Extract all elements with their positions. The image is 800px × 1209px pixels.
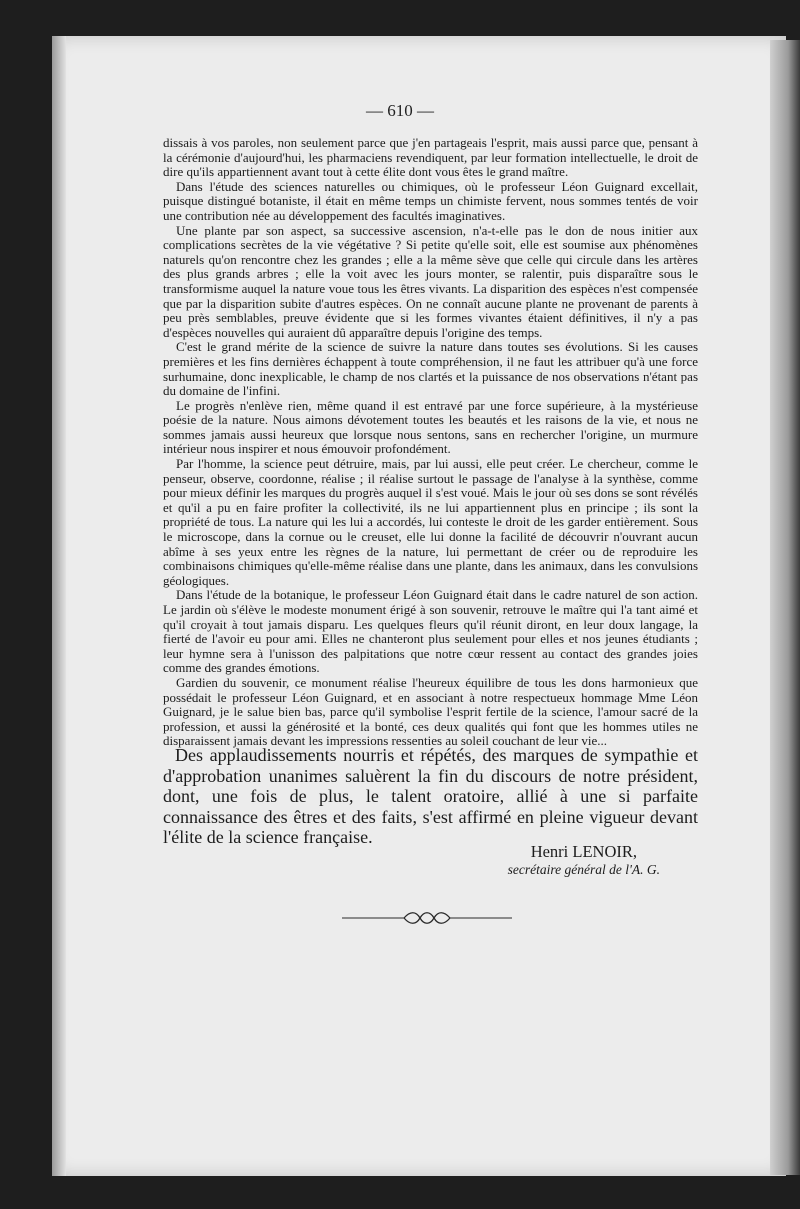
- paragraph: C'est le grand mérite de la science de suivre la nature dans toutes ses évolutions. Si les causes premières et les fins dernières échappent à toute compréhension, il ne faut les attribuer qu'à une force surhumaine, donc inexplicable, le champ de nos clartés et la puissance de nos observations n'étant pas du domaine de l'infini.: [163, 339, 698, 399]
- speech-body: [163, 136, 698, 749]
- page-number: — 610 —: [366, 101, 434, 120]
- paragraph: Gardien du souvenir, ce monument réalise l'heureux équilibre de tous les dons harmonieux que possédait le professeur Léon Guignard, et en associant à notre respectueux hommage Mme Léon Guignard, je le salue bien bas, parce qu'il symbolise l'esprit fertile de la science, l'amour sacré de la profession, et aussi la générosité et la bonté, ces deux qualités qui font que les hommes utiles ne disparaissent jamais devant les impressions ressenties au soleil couchant de leur vie...: [163, 674, 698, 749]
- paragraph: Le progrès n'enlève rien, même quand il est entravé par une force supérieure, à la mystérieuse poésie de la nature. Nous aimons dévotement toutes les beautés et les raisons de la vie, et nous ne sommes jamais aussi heureux que lorsque nous sentons, sans en rechercher l'origine, un murmure intérieur nous inspirer et nous émouvoir profondément.: [163, 397, 698, 457]
- paragraph: dissais à vos paroles, non seulement parce que j'en partageais l'esprit, mais aussi parce que, pensant à la cérémonie d'aujourd'hui, les pharmaciens revendiquent, par leur formation intellectuelle, le droit de dire qu'ils appartiennent avant tout à cette élite dont vous êtes le grand maître.: [163, 135, 698, 180]
- signature-title: secrétaire général de l'A. G.: [507, 862, 660, 877]
- paragraph: Dans l'étude de la botanique, le professeur Léon Guignard était dans le cadre naturel de son action. Le jardin où s'élève le modeste monument érigé à son souvenir, retrouve le maître qui l'a tant aimé et qu'il croyait à tout jamais disparu. Les quelques fleurs qu'il réunit diront, en leur doux langage, la fierté de l'avoir eu pour ami. Elles ne chanteront plus seulement pour elles et nos jeunes étudiants ; leur hymne sera à l'unisson des palpitations que notre cœur ressent au contact des grandes joies comme des grandes émotions.: [163, 587, 698, 676]
- paragraph: Par l'homme, la science peut détruire, mais, par lui aussi, elle peut créer. Le chercheur, comme le penseur, observe, coordonne, réalise ; il réalise surtout le passage de l'analyse à la synthèse, comme pour mieux définir les marques du progrès auquel il s'est voué. Mais le jour où ses dons se sont révélés et qu'il a pu en faire profiter la collectivité, ils ne lui appartiennent plus en principe ; ils sont la propriété de tous. La nature qui les lui a accordés, lui conteste le droit de les garder entièrement. Sous le microscope, dans la cornue ou le creuset, elle lui donne la facilité de découvrir n'ouvrant aucun abîme à ses yeux entre les règnes de la nature, lui permettant de créer ou de reproduire les combinaisons chimiques qu'elle-même réalise dans une plante, dans les animaux, dans les convulsions géologiques.: [163, 456, 698, 588]
- paragraph: Une plante par son aspect, sa successive ascension, n'a-t-elle pas le don de nous initier aux complications secrètes de la vie végétative ? Si petite qu'elle soit, elle est soumise aux phénomènes naturels qu'on rencontre chez les grandes ; elle a la même sève que celle qui circule dans les artères des plus grands arbres ; elle la voit avec les jours monter, se ralentir, puis disparaître sous le transformisme auquel la nature voue tous les êtres vivants. La disparition des espèces n'est compensée que par la disparition subite d'autres espèces. On ne connaît aucune plante ne provenant de parents à peu près semblables, preuve évidente que si les formes vivantes étaient définitives, il n'y a pas d'espèces nouvelles qui auraient dû apparaître depuis l'origine des temps.: [163, 222, 698, 340]
- closing-paragraph: Des applaudissements nourris et répétés, des marques de sympathie et d'approbation unanimes saluèrent la fin du discours de notre président, dont, une fois de plus, le talent oratoire, allié à une si parfaite connaissance des êtres et des faits, s'est affirmé en pleine vigueur devant l'élite de la science française.: [163, 745, 698, 847]
- page-edge: [770, 40, 800, 1175]
- signature-name: Henri LENOIR,: [530, 842, 637, 861]
- paragraph: Dans l'étude des sciences naturelles ou chimiques, où le professeur Léon Guignard excellait, puisque distingué botaniste, il était en même temps un chimiste fervent, nous sommes tentés de voir une contribution née au développement des facultés imaginatives.: [163, 178, 698, 223]
- ornament-divider: [342, 908, 512, 928]
